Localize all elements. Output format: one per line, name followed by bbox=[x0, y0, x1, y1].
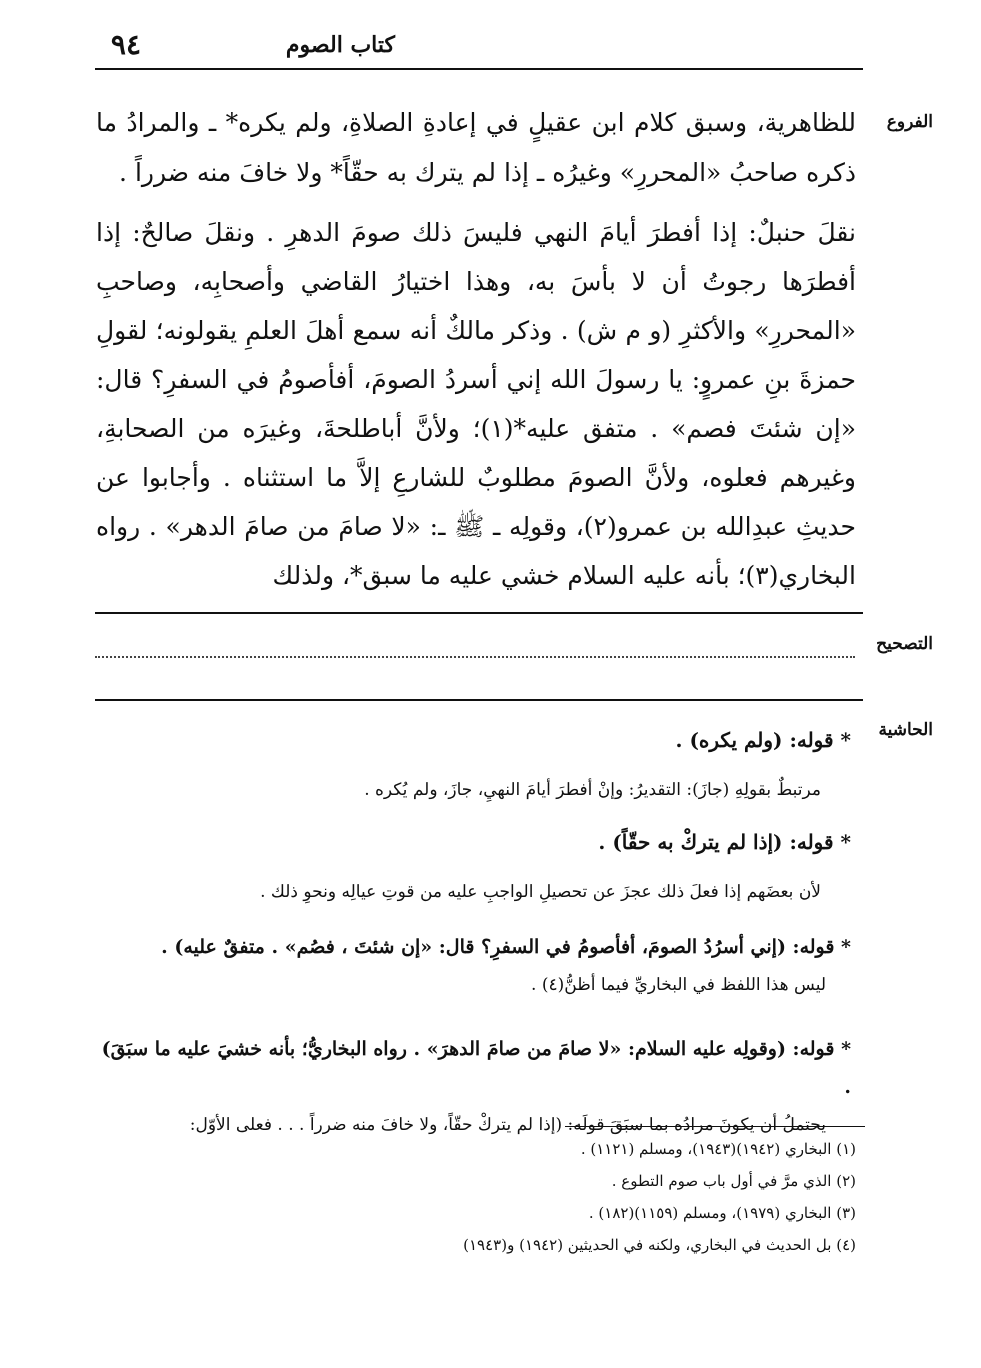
label-furu: الفروع bbox=[886, 112, 933, 132]
hashiya-item-3-note: ليس هذا اللفظ في البخاريِّ فيما أظنُّ(٤) . bbox=[531, 975, 826, 995]
hashiya-item-2-note: لأن بعضَهم إذا فعلَ ذلك عجزَ عن تحصيلِ الواجبِ عليه من قوتِ عيالِه ونحوِ ذلك . bbox=[260, 882, 821, 902]
main-paragraph-2: نقلَ حنبلٌ: إذا أفطرَ أيامَ النهي فليسَ ذلك صومَ الدهرِ . ونقلَ صالحٌ: إذا أفطرَها رجوتُ أن لا بأسَ به، وهذا اختيارُ القاضي وأصحابِه، وصاحبِ «المحررِ» والأكثرِ (و م ش) . وذكر مالكٌ أنه سمع أهلَ العلمِ يقولونه؛ لقولِ حمزةَ بنِ عمروٍ: يا رسولَ الله إني أسردُ الصومَ، أفأصومُ في السفرِ؟ قال: «إن شئتَ فصم» . متفق عليه*(١)؛ ولأنَّ أباطلحةَ، وغيرَه من الصحابةِ، وغيرهم فعلوه، ولأنَّ الصومَ مطلوبٌ للشارعِ إلاَّ ما استثناه . وأجابوا عن حديثِ عبدِالله بن عمرو(٢)، وقولِه ـ ﷺ ـ: «لا صامَ من صامَ الدهر» . رواه البخاري(٣)؛ بأنه عليه السلام خشي عليه ما سبق*، ولذلك bbox=[96, 218, 856, 590]
page-number: ٩٤ bbox=[110, 28, 141, 61]
furu-bottom-rule bbox=[95, 612, 863, 614]
hashiya-item-1-note: مرتبطٌ بقولِهِ (جازَ): التقديرُ: وإنْ أفطرَ أيامَ النهيِ، جازَ، ولم يُكره . bbox=[364, 780, 821, 800]
footnote-2: (٢) الذي مرَّ في أول باب صوم التطوع . bbox=[611, 1172, 856, 1190]
main-paragraph-1: للظاهرية، وسبق كلام ابن عقيلٍ في إعادةِ الصلاةِ، ولم يكره* ـ والمرادُ ما ذكره صاحبُ «المحررِ» وغيرُه ـ إذا لم يترك به حقّاً* ولا خافَ منه ضرراً . bbox=[96, 108, 856, 187]
hashiya-item-4-head: * قوله: (وقولِه عليه السلام: «لا صامَ من صامَ الدهرَ» . رواه البخاريُّ؛ بأنه خشيَ عليه ما سبَقَ) . bbox=[101, 1038, 851, 1098]
hashiya-item-3-head: * قوله: (إني أسرُدُ الصومَ، أفأصومُ في السفرِ؟ قال: «إن شئتَ ، فصُم» . متفقٌ عليه) . bbox=[161, 936, 851, 958]
hashiya-item-1-head: * قوله: (ولم يكره) . bbox=[675, 728, 851, 752]
label-tashih: التصحيح bbox=[876, 634, 933, 654]
footnote-4: (٤) بل الحديث في البخاري، ولكنه في الحديثين (١٩٤٢) و(١٩٤٣) bbox=[463, 1236, 856, 1254]
header-rule bbox=[95, 68, 863, 70]
hashiya-item-2-head: * قوله: (إذا لم يتركْ به حقّاً) . bbox=[598, 830, 851, 854]
label-hashiya: الحاشية bbox=[878, 720, 933, 740]
running-title: كتاب الصوم bbox=[285, 32, 395, 58]
footnote-1: (١) البخاري (١٩٤٢)(١٩٤٣)، ومسلم (١١٢١) . bbox=[580, 1140, 856, 1158]
footnote-3: (٣) البخاري (١٩٧٩)، ومسلم (١١٥٩)(١٨٢) . bbox=[588, 1204, 856, 1222]
hashiya-item-4-note: يحتملُ أن يكونَ مرادُه بما سبَقَ قولَه: (إذا لم يتركْ حقّاً، ولا خافَ منه ضرراً . . . فعلى الأوّل: bbox=[189, 1115, 826, 1135]
hashiya-item-3 bbox=[91, 928, 851, 1004]
footnote-separator bbox=[565, 1126, 865, 1127]
tashih-dotted-line bbox=[95, 656, 855, 658]
tashih-bottom-rule bbox=[95, 699, 863, 701]
